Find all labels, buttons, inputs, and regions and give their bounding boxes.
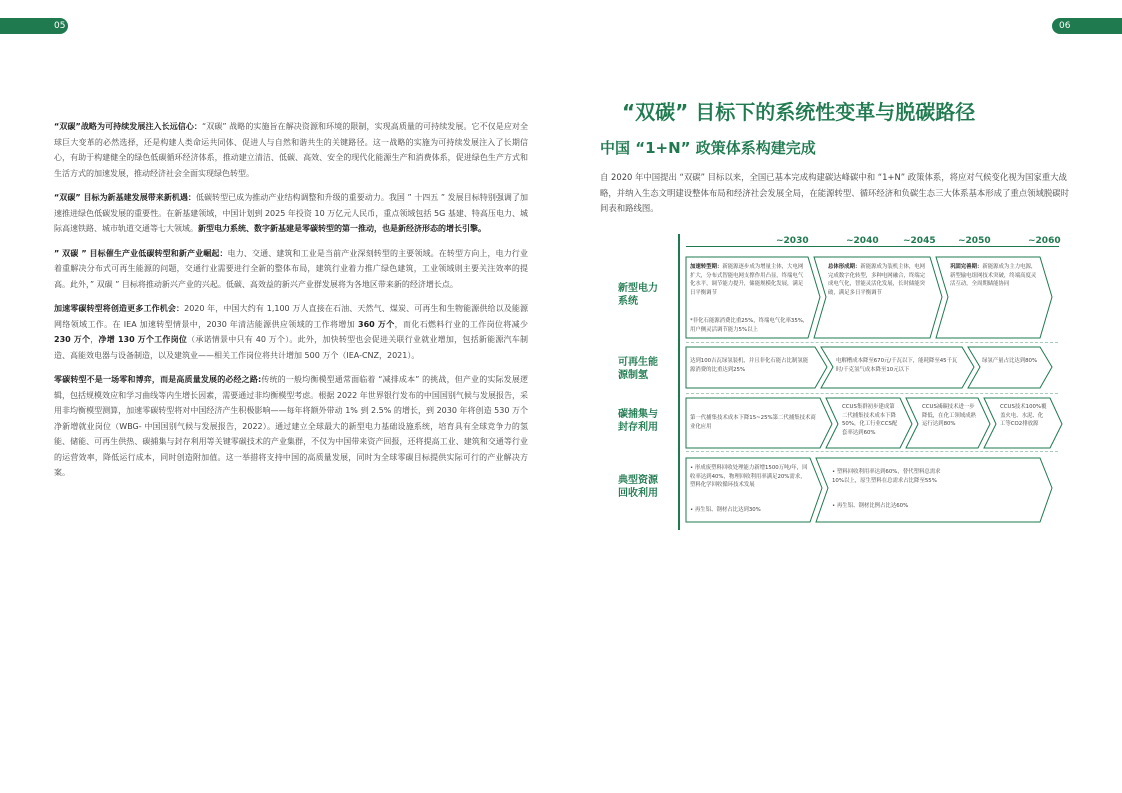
paragraph-2: “双碳” 目标为新基建发展带来新机遇：低碳转型已成为推动产业结构调整和升级的重要动力。我国 ” 十四五 ” 发展目标特别强调了加速推进绿色低碳发展的重要性。在新基建领域，中国计划到 2025 年投资 10 万亿元人民币，重点领域包括 5G 基建、特高压电力、城际高速铁路、城市轨道交通等七大领域。新型电力系统、数字新基建是零碳转型的第一推动，也是新经济形态的增长引擎。: [54, 193, 528, 233]
roadmap-diagram: [600, 232, 1068, 532]
hydrogen-stage-1: 达到100吉瓦绿氢装机，并且非化石能占比制氢能源消费的比重达到25%: [690, 358, 809, 373]
section-subtitle: 中国 “1+N” 政策体系构建完成: [600, 139, 816, 157]
recycling-stage-2: • 塑料回收利用率达到60%，替代塑料总需求10%以上，原生塑料在总需求占比降至55% • 再生铝、钢材比例占比达60%: [832, 469, 941, 509]
year-2060: ~2060: [1028, 236, 1061, 246]
paragraph-3: ” 双碳 ” 目标催生产业低碳转型和新产业崛起：电力、交通、建筑和工业是当前产业深刻转型的主要领域。在转型方向上，电力行业着重解决分布式可再生能源的问题，交通行业需要进行全新的整体布局，建筑行业着力推广绿色建筑，工业领域则主要关注效率的提高。此外，” 双碳 ” 目标将推动新兴产业的兴起。低碳、高效益的新兴产业群发展将为各地区带来新的经济增长点。: [54, 248, 528, 289]
hydrogen-stage-2: 电解槽成本降至670元/千瓦以下，能耗降至45千瓦时/千克氢气成本降至10元以下: [836, 358, 958, 373]
left-column-text: [54, 119, 528, 490]
year-2045: ~2045: [903, 236, 936, 246]
row-label-ccus: 碳捕集与 封存利用: [618, 409, 658, 433]
power-stage-1: 加速转型期：新能源逐步成为增量主体，大电网扩大，分布式智能电网支撑作用凸显，终端电气化水平，调节能力提升，储能规模化发展，满足日平衡调节 *非化石能源消费比重25%，终端电气化率35%,用户侧灵活调节能力5%以上: [690, 264, 805, 333]
row-label-recycling: 典型资源 回收利用: [618, 475, 658, 499]
ccus-stage-3: CCUS减碳技术进一步降低，在化工领域成熟运行达到80%: [922, 404, 976, 428]
ccus-stage-2: CCUS集群初步建成第二代捕集技术成本下降50%，化工行业CCS配套率达到60%: [842, 404, 898, 436]
ccus-stage-4: CCUS技术100%覆盖火电、水泥、化工等CO2排放源: [1000, 404, 1047, 428]
ccus-stage-1: 第一代捕集技术成本下降15~25%第二代捕集技术商业化应用: [690, 415, 816, 430]
row-label-hydrogen: 可再生能 源制氢: [618, 357, 658, 381]
power-stage-3: 巩固完善期：新能源成为主力电源，新型输电组网技术突破，终端高度灵活互动，全周期储能协同: [950, 264, 1037, 288]
year-2030: ~2030: [776, 236, 809, 246]
paragraph-5: 零碳转型不是一场零和博弈，而是高质量发展的必经之路:传统的一般均衡模型通常面临着 “减排成本” 的挑战，但产业的实际发展逻辑，包括规模效应和学习曲线等内生增长因素，需要通过非均衡模型考虑。根据 2022 年世界银行发布的中国国别气候与发展报告，采用非均衡模型测算，加速零碳转型将对中国经济产生积极影响——每年将额外带动 1% 到 2.5% 的增长，到 2030 年将创造 530 万个净新增就业岗位（WBG- 中国国别气候与发展报告，2022）。通过建立全球最大的新型电力基础设施系统，培育具有全球竞争力的氢能、储能、可再生供热、碳捕集与封存利用等关键零碳技术的产业集群，不仅为中国带来资产回报，还将提高工业、建筑和交通等行业的运营效率，降低运行成本，同时创造附加值。这一举措将支持中国的高质量发展，同时为全球零碳目标提供实际可行的产业解决方案。: [54, 375, 529, 477]
intro-paragraph: 自 2020 年中国提出 “双碳” 目标以来，全国已基本完成构建碳达峰碳中和 “1+N” 政策体系，将应对气候变化视为国家重大战略，并纳入生态文明建设整体布局和经济社会发展全局，在能源转型、循环经济和负碳生态三大体系基本形成了重点领域脱碳时间表和路线图。: [600, 172, 1069, 213]
paragraph-4: 加速零碳转型将创造更多工作机会：2020 年，中国大约有 1,100 万人直接在石油、天然气、煤炭、可再生和生物能源供给以及能源网络领域工作。在 IEA 加速转型情景中，2030 年清洁能源供应领域的工作将增加 360 万个，而化石燃料行业的工作岗位将减少 230 万个，净增 130 万个工作岗位（承诺情景中只有 40 万个）。此外，加快转型也会促进关联行业就业增加，包括新能源汽车制造、高能效电器与设备制造，以及建筑业——相关工作岗位将共计增加 500 万个（IEA-CNZ，2021）。: [54, 304, 529, 360]
year-2040: ~2040: [846, 236, 879, 246]
power-stage-2: 总体形成期：新能源成为装机主体，电网完成数字化转型，多种电网融合，终端完成电气化，智能灵活化发展，长时储能突破，满足多日平衡调节: [828, 264, 926, 296]
paragraph-1: “双碳”战略为可持续发展注入长远信心：“双碳” 战略的实施旨在解决资源和环境的限制，实现高质量的可持续发展。它不仅是应对全球巨大变革的必然选择，还是构建人类命运共同体、促进人与自然和谐共生的关键路径。这一战略的实施为可持续发展注入了长期信心，有助于构建健全的绿色低碳循环经济体系，推动建立清洁、低碳、高效、安全的现代化能源生产和消费体系，促进绿色生产方式和生活方式的加速发展，推动经济社会全面实现绿色转型。: [54, 122, 529, 178]
year-2050: ~2050: [958, 236, 991, 246]
page-number-right: 06: [1052, 18, 1122, 34]
page-number-left: 05: [0, 18, 68, 34]
page-title: “双碳” 目标下的系统性变革与脱碳路径: [622, 100, 976, 124]
recycling-stage-1: • 形成废塑料回收处理能力新增1500万吨/年，回收率达到40%，物理回收利用率满足20%需求，塑料化学回收循环技术发展 • 再生铝、钢材占比达到30%: [690, 465, 808, 513]
row-label-power-system: 新型电力 系统: [618, 283, 658, 307]
hydrogen-stage-3: 绿氢产量占比达到80%: [982, 358, 1038, 364]
